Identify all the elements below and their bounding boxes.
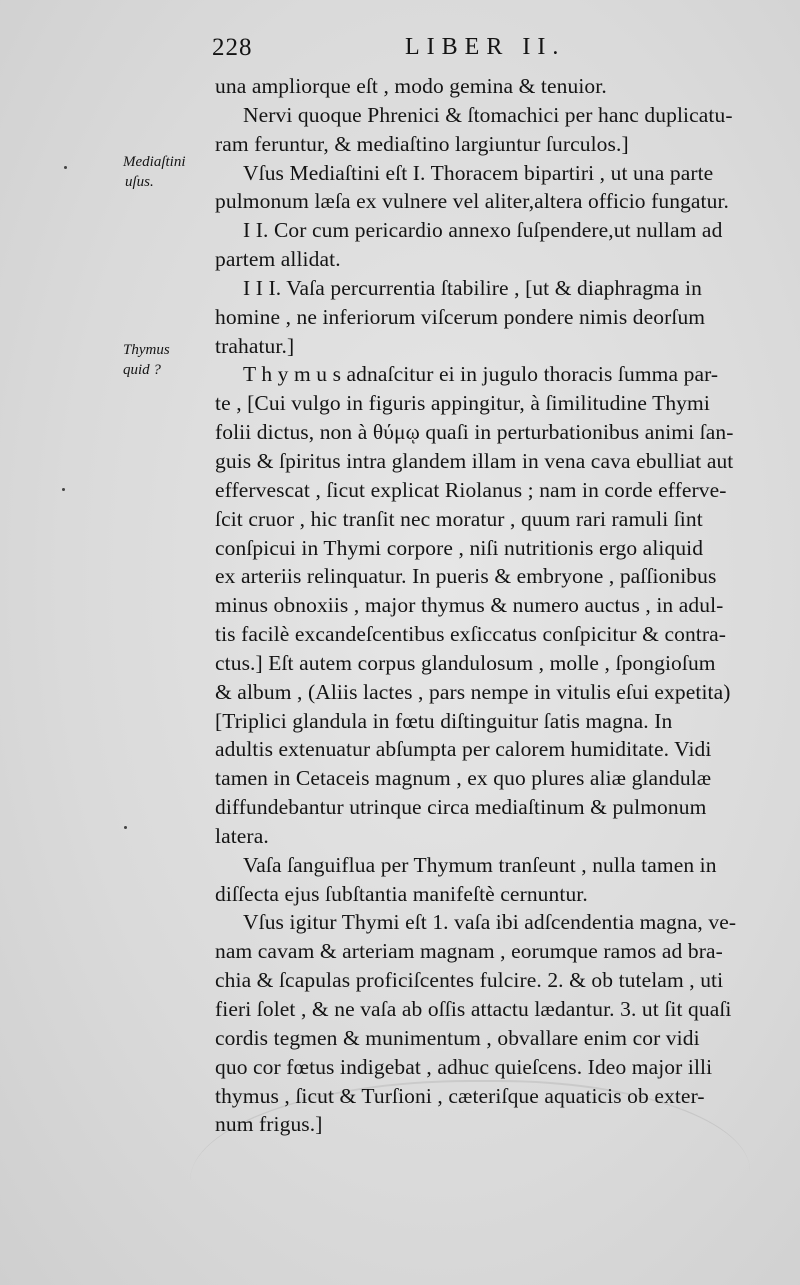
text-line: tis facilè excandeſcentibus exſiccatus conſpicitur & contra-	[215, 622, 727, 647]
text-line: homine , ne inferiorum viſcerum pondere nimis deorſum	[215, 304, 706, 329]
text-line: partem allidat.	[215, 247, 341, 272]
text-line: latera.	[215, 823, 269, 848]
body-text	[215, 72, 781, 1139]
text-line: diſſecta ejus ſubſtantia manifeſtè cernuntur.	[215, 881, 588, 906]
text-line: trahatur.]	[215, 333, 295, 358]
text-line: Vſus Mediaſtini eſt I. Thoracem bipartiri , ut una parte	[243, 160, 714, 185]
text-line: cordis tegmen & munimentum , obvallare enim cor vidi	[215, 1025, 700, 1050]
text-line: folii dictus, non à θύμῳ quaſi in perturbationibus animi ſan-	[215, 420, 734, 445]
text-line: fieri ſolet , & ne vaſa ab oſſis attactu lædantur. 3. ut ſit quaſi	[215, 997, 732, 1021]
text-line: ram feruntur, & mediaſtino largiuntur ſurculos.]	[215, 131, 629, 156]
running-title: LIBER II.	[405, 34, 566, 60]
text-line: conſpicui in Thymi corpore , niſi nutritionis ergo aliquid	[215, 535, 704, 560]
margin-note-line: Mediaſtini	[123, 154, 186, 170]
text-line: guis & ſpiritus intra glandem illam in vena cava ebulliat aut	[215, 448, 734, 473]
text-line: I I I. Vaſa percurrentia ſtabilire , [ut & diaphragma in	[243, 275, 702, 300]
margin-note-mediastini	[123, 152, 186, 192]
text-line: ex arteriis relinquatur. In pueris & embryone , paſſionibus	[215, 564, 717, 589]
text-line: [Triplici glandula in fœtu diſtinguitur ſatis magna. In	[215, 708, 673, 733]
text-line: nam cavam & arteriam magnam , eorumque ramos ad bra-	[215, 939, 723, 964]
text-line: ctus.] Eſt autem corpus glandulosum , molle , ſpongioſum	[215, 650, 716, 675]
text-line: pulmonum læſa ex vulnere vel aliter,altera officio fungatur.	[215, 189, 730, 214]
ink-speck	[124, 826, 127, 829]
margin-note-thymus	[123, 340, 170, 380]
text-line: Vaſa ſanguiflua per Thymum tranſeunt , nulla tamen in	[243, 852, 717, 877]
text-line: minus obnoxiis , major thymus & numero auctus , in adul-	[215, 593, 724, 618]
text-line: num frigus.]	[215, 1112, 323, 1137]
text-line: T h y m u s adnaſcitur ei in jugulo thoracis ſumma par-	[243, 362, 719, 387]
text-line: te , [Cui vulgo in figuris appingitur, à ſimilitudine Thymi	[215, 391, 710, 416]
ink-speck	[64, 166, 67, 169]
text-line: Vſus igitur Thymi eſt 1. vaſa ibi adſcendentia magna, ve-	[243, 910, 737, 935]
ink-speck	[62, 488, 65, 491]
text-line: I I. Cor cum pericardio annexo ſuſpendere,ut nullam ad	[243, 218, 723, 243]
text-line: chia & ſcapulas proficiſcentes fulcire. 2. & ob tutelam , uti	[215, 968, 724, 993]
margin-note-line: uſus.	[125, 174, 154, 190]
margin-note-line: Thymus	[123, 342, 170, 358]
text-line: effervescat , ſicut explicat Riolanus ; nam in corde efferve-	[215, 477, 727, 502]
page-number: 228	[212, 34, 253, 61]
page-header	[0, 34, 800, 64]
text-line: ſcit cruor , hic tranſit nec moratur , quum rari ramuli ſint	[215, 506, 703, 531]
text-line: adultis extenuatur abſumpta per calorem humiditate. Vidi	[215, 737, 712, 762]
margin-note-line: quid ?	[123, 362, 161, 378]
text-line: una ampliorque eſt , modo gemina & tenuior.	[215, 74, 607, 98]
text-line: diffundebantur utrinque circa mediaſtinum & pulmonum	[215, 795, 707, 820]
text-line: tamen in Cetaceis magnum , ex quo plures aliæ glandulæ	[215, 766, 712, 791]
text-line: & album , (Aliis lactes , pars nempe in vitulis eſui expetita)	[215, 679, 731, 704]
text-line: quo cor fœtus indigebat , adhuc quieſcens. Ideo major illi	[215, 1054, 713, 1079]
text-line: Nervi quoque Phrenici & ſtomachici per hanc duplicatu-	[243, 102, 733, 127]
text-line: thymus , ſicut & Turſioni , cæteriſque aquaticis ob exter-	[215, 1083, 705, 1108]
